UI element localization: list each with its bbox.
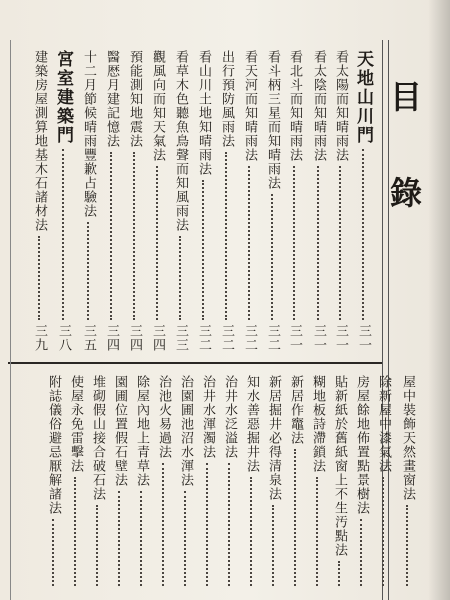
toc-entry[interactable] bbox=[221, 375, 237, 590]
page-number: 三八 bbox=[56, 324, 71, 352]
dot-leader bbox=[248, 166, 250, 320]
dot-leader bbox=[162, 463, 164, 586]
dot-leader bbox=[156, 166, 158, 320]
toc-entry[interactable] bbox=[80, 50, 96, 352]
page-number: 三一 bbox=[311, 324, 326, 352]
toc-entry[interactable] bbox=[155, 375, 171, 590]
dot-leader bbox=[140, 491, 142, 586]
entry-title: 園圃位置假石壁法 bbox=[112, 375, 127, 487]
entry-title: 出行預防風雨法 bbox=[219, 50, 234, 148]
heading-title: 宮室建築門 bbox=[53, 50, 73, 145]
entry-title: 看太陰而知晴雨法 bbox=[311, 50, 326, 162]
entry-title: 治井水渾濁法 bbox=[200, 375, 215, 459]
toc-title-char-2: 錄 bbox=[389, 174, 422, 212]
toc-entry[interactable] bbox=[286, 50, 302, 352]
entry-title: 看天河而知晴雨法 bbox=[242, 50, 257, 162]
dot-leader bbox=[362, 149, 364, 320]
toc-entry[interactable] bbox=[195, 50, 211, 352]
page-number: 三四 bbox=[127, 324, 142, 352]
dot-leader bbox=[271, 194, 273, 320]
toc-entry[interactable] bbox=[133, 375, 149, 590]
dot-leader bbox=[184, 491, 186, 586]
dot-leader bbox=[338, 561, 340, 586]
entry-title: 預能測知地震法 bbox=[127, 50, 142, 148]
entry-title: 觀風向而知天氣法 bbox=[150, 50, 165, 162]
dot-leader bbox=[110, 152, 112, 320]
page-number: 三五 bbox=[81, 324, 96, 352]
dot-leader bbox=[225, 152, 227, 320]
toc-entry[interactable] bbox=[67, 375, 83, 590]
toc-entry[interactable] bbox=[332, 50, 348, 352]
entry-title: 十二月節候晴雨豐歉占驗法 bbox=[81, 50, 96, 218]
page-number: 三二 bbox=[242, 324, 257, 352]
toc-entry[interactable] bbox=[218, 50, 234, 352]
dot-leader bbox=[382, 477, 384, 586]
page-number: 三二 bbox=[219, 324, 234, 352]
dot-leader bbox=[87, 222, 89, 320]
page-number: 三一 bbox=[333, 324, 348, 352]
toc-entry[interactable] bbox=[287, 375, 303, 590]
toc-entry[interactable] bbox=[31, 50, 47, 352]
entry-title: 建築房屋測算地基木石諸材法 bbox=[32, 50, 47, 232]
toc-entry[interactable] bbox=[331, 375, 347, 590]
entry-title: 使屋永免雷擊法 bbox=[68, 375, 83, 473]
page-number: 三二 bbox=[196, 324, 211, 352]
entry-title: 知水善惡掘井法 bbox=[244, 375, 259, 473]
toc-entry[interactable] bbox=[265, 375, 281, 590]
page-number: 三四 bbox=[104, 324, 119, 352]
dot-leader bbox=[133, 152, 135, 320]
dot-leader bbox=[360, 519, 362, 586]
toc-entry[interactable] bbox=[103, 50, 119, 352]
entry-title: 治池火易過法 bbox=[156, 375, 171, 459]
dot-leader bbox=[293, 166, 295, 320]
toc-entry[interactable] bbox=[309, 375, 325, 590]
dot-leader bbox=[294, 449, 296, 586]
toc-entry[interactable] bbox=[353, 375, 369, 590]
dot-leader bbox=[202, 180, 204, 320]
dot-leader bbox=[52, 519, 54, 586]
entry-title: 糊地板詩滯鎖法 bbox=[310, 375, 325, 473]
dot-leader bbox=[206, 463, 208, 586]
toc-heading-gongshi[interactable] bbox=[55, 50, 71, 352]
horizontal-divider bbox=[8, 362, 382, 364]
entry-title: 新居作竈法 bbox=[288, 375, 303, 445]
entry-title: 治園圃池沼水渾法 bbox=[178, 375, 193, 487]
toc-entry[interactable] bbox=[310, 50, 326, 352]
entry-title: 附誌儀俗避忌厭解諸法 bbox=[46, 375, 61, 515]
left-margin-line bbox=[10, 40, 11, 600]
toc-heading-tiandi[interactable] bbox=[355, 50, 371, 352]
entry-title: 看草木色聽魚鳥聲而知風雨法 bbox=[173, 50, 188, 232]
page-number: 三三 bbox=[173, 324, 188, 352]
page-number: 三二 bbox=[265, 324, 280, 352]
dot-leader bbox=[118, 491, 120, 586]
page-number: 三一 bbox=[356, 324, 371, 352]
dot-leader bbox=[339, 166, 341, 320]
toc-entry[interactable] bbox=[89, 375, 105, 590]
toc-entry[interactable] bbox=[126, 50, 142, 352]
dot-leader bbox=[406, 505, 408, 586]
toc-entry[interactable] bbox=[375, 375, 391, 590]
entry-title: 看山川土地知晴雨法 bbox=[196, 50, 211, 176]
page-number: 三一 bbox=[287, 324, 302, 352]
entry-title: 看太陽而知晴雨法 bbox=[333, 50, 348, 162]
dot-leader bbox=[272, 505, 274, 586]
toc-entry[interactable] bbox=[264, 50, 280, 352]
dot-leader bbox=[317, 166, 319, 320]
entry-title: 屋中裝飾天然畫窗法 bbox=[400, 375, 415, 501]
page-number: 三四 bbox=[150, 324, 165, 352]
entry-title: 治井水泛溢法 bbox=[222, 375, 237, 459]
toc-entry[interactable] bbox=[399, 375, 415, 590]
entry-title: 看北斗而知晴雨法 bbox=[287, 50, 302, 162]
toc-entry[interactable] bbox=[45, 375, 61, 590]
page-number: 三九 bbox=[32, 324, 47, 352]
dot-leader bbox=[316, 477, 318, 586]
entry-title: 看斗柄三星而知晴雨法 bbox=[265, 50, 280, 190]
entry-title: 除屋內地上青草法 bbox=[134, 375, 149, 487]
dot-leader bbox=[179, 236, 181, 320]
toc-entry[interactable] bbox=[149, 50, 165, 352]
toc-entry[interactable] bbox=[243, 375, 259, 590]
dot-leader bbox=[228, 463, 230, 586]
dot-leader bbox=[74, 477, 76, 586]
entry-title: 貼新紙於舊紙窗上不生汚點法 bbox=[332, 375, 347, 557]
entry-title: 醫厯月建記憶法 bbox=[104, 50, 119, 148]
dot-leader bbox=[62, 149, 64, 320]
toc-entry[interactable] bbox=[177, 375, 193, 590]
toc-entry[interactable] bbox=[172, 50, 188, 352]
toc-entry[interactable] bbox=[241, 50, 257, 352]
entry-title: 除新屋中漆氣法 bbox=[376, 375, 391, 473]
entry-title: 新居掘井必得清泉法 bbox=[266, 375, 281, 501]
heading-title: 天地山川門 bbox=[353, 50, 373, 145]
toc-entry[interactable] bbox=[199, 375, 215, 590]
dot-leader bbox=[96, 505, 98, 586]
dot-leader bbox=[250, 477, 252, 586]
entry-title: 堆砌假山接合破石法 bbox=[90, 375, 105, 501]
toc-title-char-1: 目 bbox=[389, 78, 422, 116]
dot-leader bbox=[38, 236, 40, 320]
page-shadow bbox=[428, 0, 450, 600]
entry-title: 房屋餘地佈置點景樹法 bbox=[354, 375, 369, 515]
toc-entry[interactable] bbox=[111, 375, 127, 590]
